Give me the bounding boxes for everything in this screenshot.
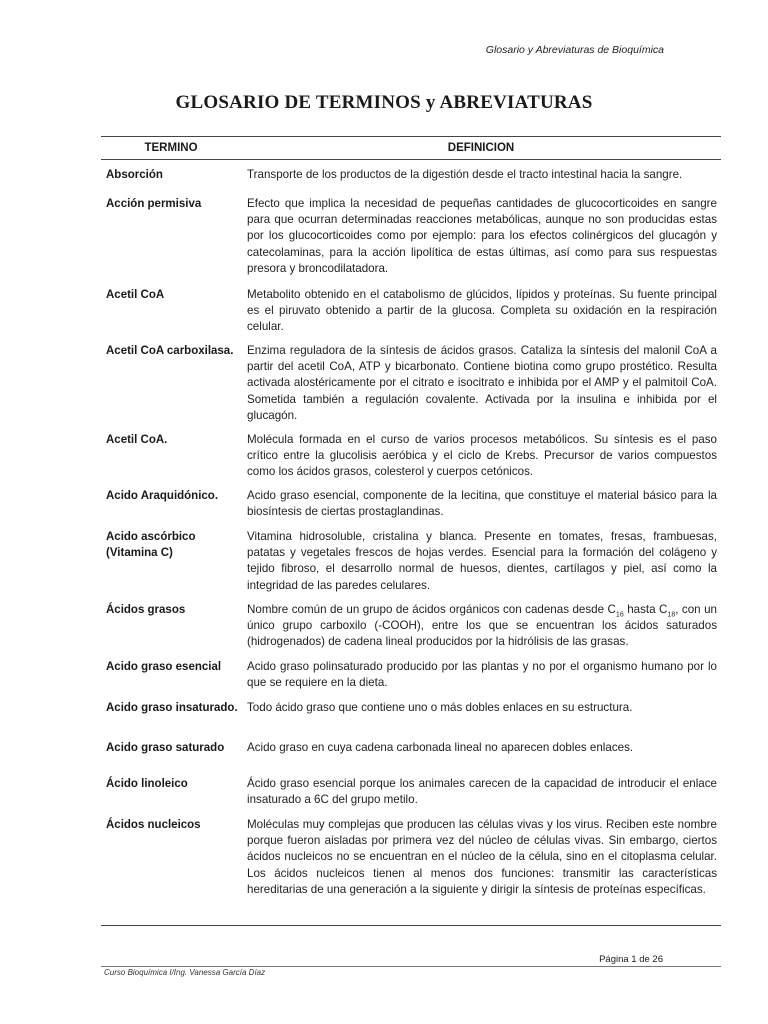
table-header <box>101 137 721 160</box>
table-row <box>101 488 721 520</box>
term-cell: Acido graso esencial <box>106 661 222 673</box>
definition-cell: Acido graso esencial, componente de la lecitina, que constituye el material básico para la biosíntesis de ciertas prostaglandinas. <box>247 489 717 519</box>
definition-cell: Metabolito obtenido en el catabolismo de glúcidos, lípidos y proteínas. Su fuente principal es el piruvato obtenido a partir de la glucosa. Completa su oxidación en la respiración celular. <box>247 288 717 334</box>
term-cell: Ácidos nucleicos <box>106 819 201 831</box>
glossary-table <box>101 136 721 926</box>
term-cell: Acido Araquidónico. <box>106 490 219 502</box>
table-row <box>101 432 721 481</box>
term-cell: Acetil CoA carboxilasa. <box>106 345 234 357</box>
definition-cell: Acido graso en cuya cadena carbonada lineal no aparecen dobles enlaces. <box>247 741 634 754</box>
table-row <box>101 817 721 898</box>
term-cell: Acido graso insaturado. <box>106 702 238 714</box>
definition-cell: Vitamina hidrosoluble, cristalina y blanca. Presente en tomates, fresas, frambuesas, patatas y vegetales frescos de hojas verdes. Esencial para la formación del colágeno y tejido fibroso, el desarrollo normal de huesos, dientes, cartílagos y piel, así como la integridad de las paredes celulares. <box>247 530 717 592</box>
table-row <box>101 659 721 691</box>
term-cell: Acido graso saturado <box>106 742 225 754</box>
definition-text: hasta C <box>623 603 668 616</box>
term-cell: Absorción <box>106 169 163 181</box>
term-cell: Acción permisiva <box>106 198 202 210</box>
definition-cell: Transporte de los productos de la digestión desde el tracto intestinal hacia la sangre. <box>247 168 683 181</box>
definition-text: , con un único grupo carboxilo (-COOH), entre los que se encuentran los ácidos saturados (hidrogenados) de cadena lineal producidos por la hidrólisis de las grasas. <box>247 603 717 649</box>
table-row <box>101 529 721 594</box>
footer-divider <box>101 966 721 967</box>
subscript: 16 <box>615 611 624 619</box>
table-row <box>101 740 721 756</box>
term-cell: Ácido linoleico <box>106 778 188 790</box>
definition-cell <box>247 602 721 651</box>
table-row <box>101 167 721 183</box>
course-footer: Curso Bioquímica I/Ing. Vanessa García Díaz <box>104 968 266 977</box>
definition-cell: Ácido graso esencial porque los animales carecen de la capacidad de introducir el enlace insaturado a 6C del grupo metilo. <box>247 777 717 807</box>
definition-cell: Molécula formada en el curso de varios procesos metabólicos. Su síntesis es el paso crítico entre la glucolisis aeróbica y el ciclo de Krebs. Precursor de varios compuestos como los ácidos grasos, colesterol y cuerpos cetónicos. <box>247 433 717 479</box>
table-row <box>101 196 721 277</box>
running-header: Glosario y Abreviaturas de Bioquímica <box>485 44 664 56</box>
term-cell: Acetil CoA. <box>106 434 168 446</box>
term-cell: Ácidos grasos <box>106 604 186 616</box>
table-row <box>101 776 721 808</box>
column-header-definition: DEFINICION <box>447 142 515 154</box>
table-row <box>101 287 721 336</box>
subscript: 18 <box>667 611 676 619</box>
definition-cell: Todo ácido graso que contiene uno o más dobles enlaces en su estructura. <box>247 701 633 714</box>
page-number: Página 1 de 26 <box>599 954 663 965</box>
definition-text: Nombre común de un grupo de ácidos orgánicos con cadenas desde C <box>247 603 616 616</box>
document-title: GLOSARIO DE TERMINOS y ABREVIATURAS <box>175 92 593 113</box>
definition-cell: Moléculas muy complejas que producen las células vivas y los virus. Reciben este nombre porque fueron aisladas por primera vez del núcleo de células vivas. Sin embargo, ciertos ácidos nucleicos no se encuentran en el núcleo de la célula, sino en el citoplasma celular. Los ácidos nucleicos tienen al menos dos funciones: transmitir las características hereditarias de una generación a la siguiente y dirigir la síntesis de proteínas específicas. <box>247 818 717 896</box>
definition-cell: Efecto que implica la necesidad de pequeñas cantidades de glucocorticoides en sangre para que ocurran determinadas reacciones metabólicas, aunque no son producidas estas por los glucocorticoides como por ejemplo: para los efectos colinérgicos del glucagón y catecolaminas, para la acción lipolítica de estas últimas, así como para sus respuestas presora y broncodilatadora. <box>247 197 717 275</box>
term-cell: Acetil CoA <box>106 289 165 301</box>
table-row <box>101 343 721 424</box>
definition-cell: Enzima reguladora de la síntesis de ácidos grasos. Cataliza la síntesis del malonil CoA a partir del acetil CoA, ATP y bicarbonato. Contiene biotina como grupo prostético. Resulta activada alostéricamente por el citrato e isocitrato e inhibida por el AMP y el palmitoil CoA. Sometida también a regulación covalente. Activada por la insulina e inhibida por el glucagón. <box>247 344 717 422</box>
table-row <box>101 602 721 651</box>
column-header-term: TERMINO <box>144 142 198 154</box>
definition-cell: Acido graso polinsaturado producido por las plantas y no por el organismo humano por lo que se requiere en la dieta. <box>247 660 717 690</box>
table-row <box>101 700 721 716</box>
term-cell: Acido ascórbico (Vitamina C) <box>106 531 196 559</box>
